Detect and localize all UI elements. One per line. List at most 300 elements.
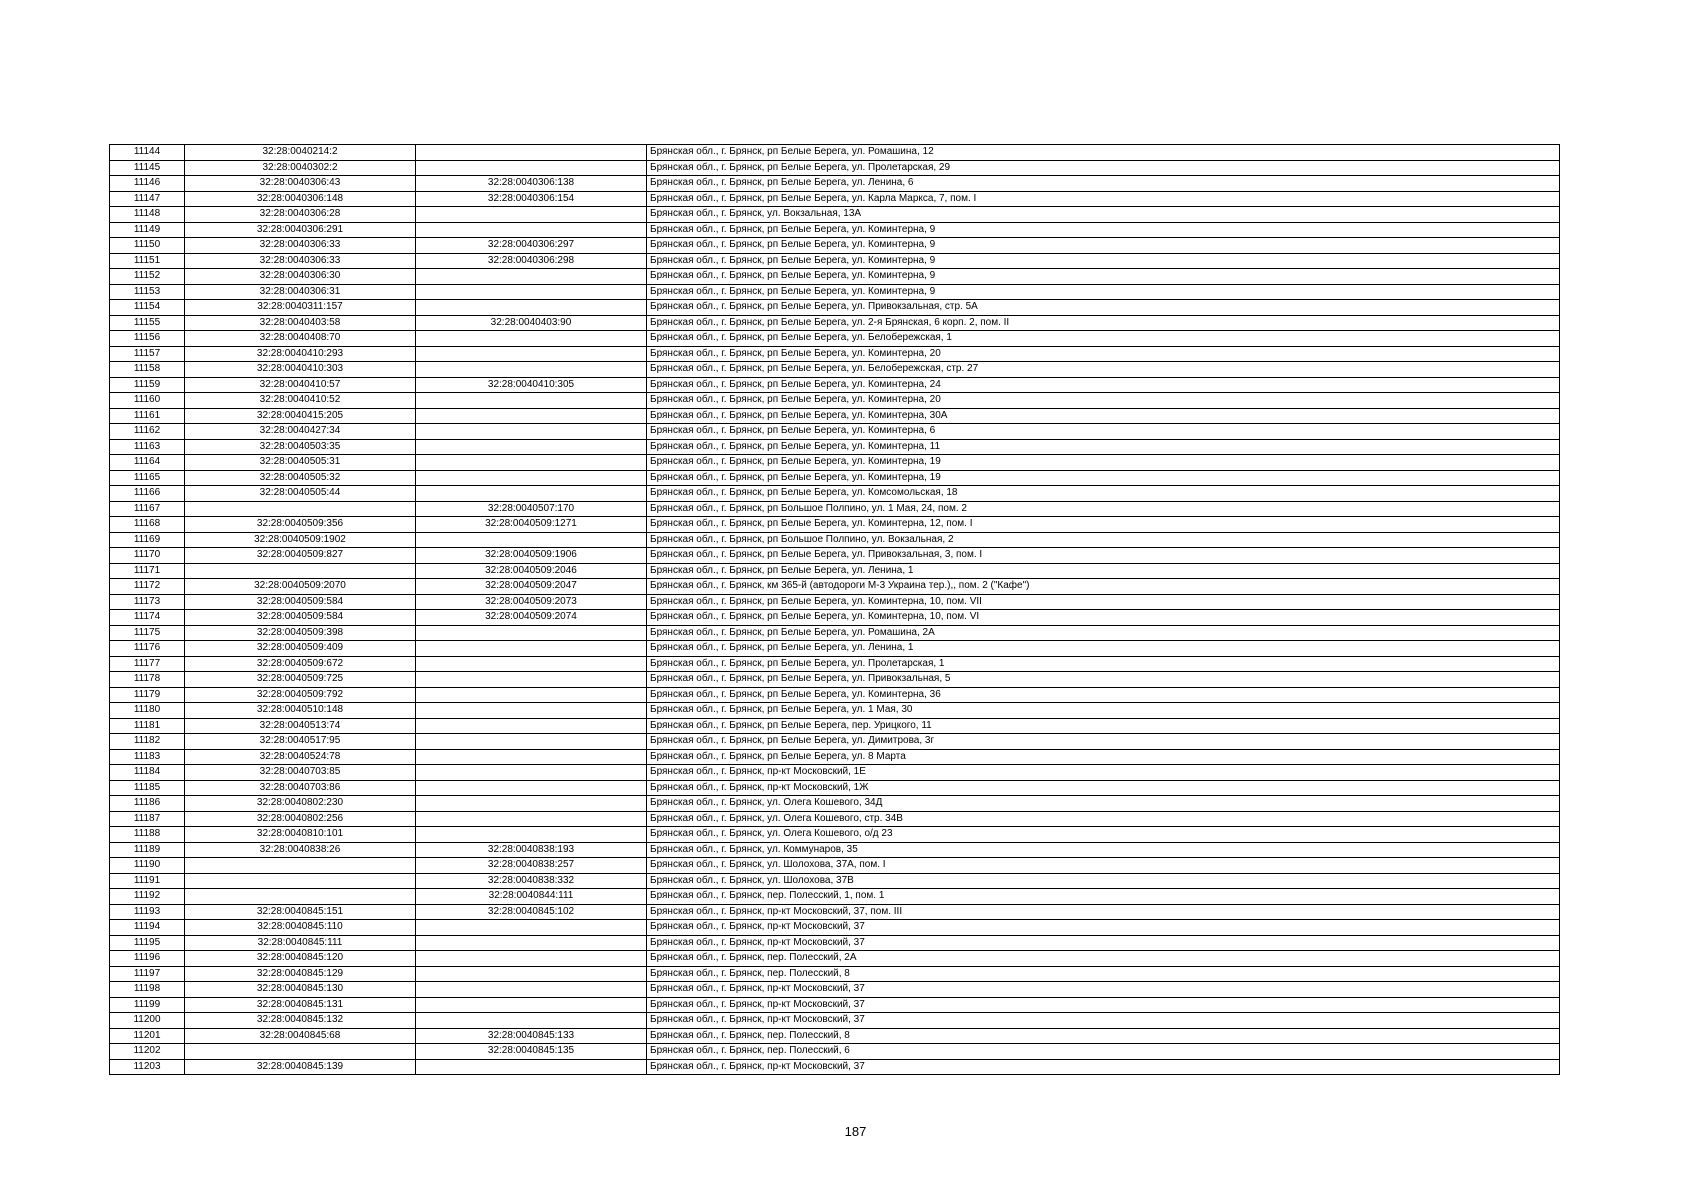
- object-number-cell: [416, 486, 647, 502]
- object-number-cell: [416, 734, 647, 750]
- address-cell: Брянская обл., г. Брянск, рп Белые Берега, ул. Коминтерна, 6: [647, 424, 1560, 440]
- table-row: [110, 486, 1560, 502]
- row-number-cell: 11181: [110, 718, 185, 734]
- table-row: [110, 548, 1560, 564]
- row-number-cell: 11182: [110, 734, 185, 750]
- address-cell: Брянская обл., г. Брянск, пер. Полесский, 2А: [647, 951, 1560, 967]
- address-cell: Брянская обл., г. Брянск, рп Белые Берега, ул. Коминтерна, 20: [647, 393, 1560, 409]
- address-cell: Брянская обл., г. Брянск, рп Белые Берега, ул. 1 Мая, 30: [647, 703, 1560, 719]
- row-number-cell: 11147: [110, 191, 185, 207]
- parcel-number-cell: 32:28:0040509:398: [185, 625, 416, 641]
- table-row: [110, 207, 1560, 223]
- row-number-cell: 11179: [110, 687, 185, 703]
- object-number-cell: 32:28:0040838:193: [416, 842, 647, 858]
- object-number-cell: [416, 284, 647, 300]
- object-number-cell: 32:28:0040509:2046: [416, 563, 647, 579]
- table-row: [110, 191, 1560, 207]
- address-cell: Брянская обл., г. Брянск, пер. Полесский, 1, пом. 1: [647, 889, 1560, 905]
- address-cell: Брянская обл., г. Брянск, пр-кт Московский, 37: [647, 982, 1560, 998]
- table-row: [110, 238, 1560, 254]
- row-number-cell: 11168: [110, 517, 185, 533]
- parcel-number-cell: 32:28:0040306:33: [185, 238, 416, 254]
- row-number-cell: 11188: [110, 827, 185, 843]
- parcel-number-cell: 32:28:0040845:68: [185, 1028, 416, 1044]
- table-row: [110, 703, 1560, 719]
- object-number-cell: [416, 920, 647, 936]
- row-number-cell: 11153: [110, 284, 185, 300]
- table-row: [110, 1028, 1560, 1044]
- object-number-cell: [416, 718, 647, 734]
- object-number-cell: [416, 765, 647, 781]
- parcel-number-cell: 32:28:0040306:33: [185, 253, 416, 269]
- object-number-cell: [416, 532, 647, 548]
- table-row: [110, 362, 1560, 378]
- address-cell: Брянская обл., г. Брянск, рп Большое Полпино, ул. 1 Мая, 24, пом. 2: [647, 501, 1560, 517]
- object-number-cell: 32:28:0040509:2047: [416, 579, 647, 595]
- parcel-number-cell: 32:28:0040509:356: [185, 517, 416, 533]
- object-number-cell: 32:28:0040410:305: [416, 377, 647, 393]
- table-row: [110, 532, 1560, 548]
- object-number-cell: [416, 439, 647, 455]
- object-number-cell: 32:28:0040838:332: [416, 873, 647, 889]
- table-row: [110, 920, 1560, 936]
- address-cell: Брянская обл., г. Брянск, рп Белые Берега, ул. Коминтерна, 10, пом. VI: [647, 610, 1560, 626]
- object-number-cell: [416, 1059, 647, 1075]
- address-cell: Брянская обл., г. Брянск, рп Белые Берега, ул. Коминтерна, 9: [647, 269, 1560, 285]
- object-number-cell: [416, 424, 647, 440]
- parcel-number-cell: 32:28:0040408:70: [185, 331, 416, 347]
- object-number-cell: [416, 780, 647, 796]
- parcel-number-cell: 32:28:0040503:35: [185, 439, 416, 455]
- object-number-cell: [416, 656, 647, 672]
- table-row: [110, 1059, 1560, 1075]
- parcel-number-cell: 32:28:0040509:409: [185, 641, 416, 657]
- row-number-cell: 11191: [110, 873, 185, 889]
- table-row: [110, 935, 1560, 951]
- parcel-number-cell: 32:28:0040306:31: [185, 284, 416, 300]
- parcel-number-cell: [185, 563, 416, 579]
- table-row: [110, 842, 1560, 858]
- address-cell: Брянская обл., г. Брянск, рп Белые Берега, ул. Ленина, 1: [647, 641, 1560, 657]
- object-number-cell: [416, 455, 647, 471]
- object-number-cell: 32:28:0040838:257: [416, 858, 647, 874]
- address-cell: Брянская обл., г. Брянск, рп Белые Берега, ул. 8 Марта: [647, 749, 1560, 765]
- object-number-cell: 32:28:0040403:90: [416, 315, 647, 331]
- row-number-cell: 11174: [110, 610, 185, 626]
- object-number-cell: 32:28:0040844:111: [416, 889, 647, 905]
- object-number-cell: [416, 935, 647, 951]
- row-number-cell: 11171: [110, 563, 185, 579]
- parcel-number-cell: [185, 1044, 416, 1060]
- registry-table: [109, 144, 1560, 1075]
- table-row: [110, 951, 1560, 967]
- object-number-cell: 32:28:0040509:1906: [416, 548, 647, 564]
- row-number-cell: 11165: [110, 470, 185, 486]
- object-number-cell: [416, 269, 647, 285]
- table-row: [110, 160, 1560, 176]
- address-cell: Брянская обл., г. Брянск, рп Большое Полпино, ул. Вокзальная, 2: [647, 532, 1560, 548]
- object-number-cell: [416, 408, 647, 424]
- table-row: [110, 517, 1560, 533]
- table-row: [110, 222, 1560, 238]
- object-number-cell: 32:28:0040507:170: [416, 501, 647, 517]
- parcel-number-cell: 32:28:0040509:672: [185, 656, 416, 672]
- parcel-number-cell: 32:28:0040509:725: [185, 672, 416, 688]
- table-row: [110, 393, 1560, 409]
- table-row: [110, 1044, 1560, 1060]
- row-number-cell: 11173: [110, 594, 185, 610]
- table-row: [110, 811, 1560, 827]
- row-number-cell: 11175: [110, 625, 185, 641]
- object-number-cell: [416, 625, 647, 641]
- address-cell: Брянская обл., г. Брянск, пр-кт Московский, 37: [647, 935, 1560, 951]
- row-number-cell: 11196: [110, 951, 185, 967]
- parcel-number-cell: 32:28:0040505:32: [185, 470, 416, 486]
- object-number-cell: [416, 331, 647, 347]
- object-number-cell: 32:28:0040509:1271: [416, 517, 647, 533]
- parcel-number-cell: 32:28:0040845:110: [185, 920, 416, 936]
- parcel-number-cell: 32:28:0040845:130: [185, 982, 416, 998]
- row-number-cell: 11146: [110, 176, 185, 192]
- row-number-cell: 11193: [110, 904, 185, 920]
- address-cell: Брянская обл., г. Брянск, ул. Олега Кошевого, 34Д: [647, 796, 1560, 812]
- address-cell: Брянская обл., г. Брянск, рп Белые Берега, ул. Димитрова, 3г: [647, 734, 1560, 750]
- row-number-cell: 11177: [110, 656, 185, 672]
- parcel-number-cell: 32:28:0040214:2: [185, 145, 416, 161]
- address-cell: Брянская обл., г. Брянск, ул. Шолохова, 37А, пом. I: [647, 858, 1560, 874]
- object-number-cell: 32:28:0040306:298: [416, 253, 647, 269]
- parcel-number-cell: 32:28:0040802:256: [185, 811, 416, 827]
- table-row: [110, 331, 1560, 347]
- object-number-cell: [416, 641, 647, 657]
- parcel-number-cell: [185, 501, 416, 517]
- address-cell: Брянская обл., г. Брянск, ул. Олега Кошевого, стр. 34В: [647, 811, 1560, 827]
- table-row: [110, 625, 1560, 641]
- page-number: 187: [844, 1124, 867, 1139]
- row-number-cell: 11158: [110, 362, 185, 378]
- parcel-number-cell: 32:28:0040306:291: [185, 222, 416, 238]
- object-number-cell: 32:28:0040306:138: [416, 176, 647, 192]
- row-number-cell: 11164: [110, 455, 185, 471]
- table-row: [110, 176, 1560, 192]
- table-row: [110, 827, 1560, 843]
- address-cell: Брянская обл., г. Брянск, рп Белые Берега, ул. Привокзальная, 3, пом. I: [647, 548, 1560, 564]
- address-cell: Брянская обл., г. Брянск, км 365-й (автодороги М-3 Украина тер.),, пом. 2 ("Кафе"): [647, 579, 1560, 595]
- parcel-number-cell: 32:28:0040845:120: [185, 951, 416, 967]
- table-row: [110, 966, 1560, 982]
- address-cell: Брянская обл., г. Брянск, ул. Коммунаров, 35: [647, 842, 1560, 858]
- object-number-cell: [416, 222, 647, 238]
- row-number-cell: 11167: [110, 501, 185, 517]
- object-number-cell: [416, 966, 647, 982]
- table-row: [110, 1013, 1560, 1029]
- address-cell: Брянская обл., г. Брянск, рп Белые Берега, ул. Коминтерна, 12, пом. I: [647, 517, 1560, 533]
- table-row: [110, 300, 1560, 316]
- address-cell: Брянская обл., г. Брянск, пер. Полесский, 6: [647, 1044, 1560, 1060]
- parcel-number-cell: 32:28:0040802:230: [185, 796, 416, 812]
- table-row: [110, 346, 1560, 362]
- row-number-cell: 11183: [110, 749, 185, 765]
- address-cell: Брянская обл., г. Брянск, рп Белые Берега, ул. 2-я Брянская, 6 корп. 2, пом. II: [647, 315, 1560, 331]
- parcel-number-cell: 32:28:0040509:584: [185, 594, 416, 610]
- row-number-cell: 11159: [110, 377, 185, 393]
- address-cell: Брянская обл., г. Брянск, рп Белые Берега, ул. Коминтерна, 36: [647, 687, 1560, 703]
- object-number-cell: [416, 300, 647, 316]
- object-number-cell: [416, 951, 647, 967]
- parcel-number-cell: 32:28:0040703:86: [185, 780, 416, 796]
- object-number-cell: [416, 393, 647, 409]
- object-number-cell: 32:28:0040306:154: [416, 191, 647, 207]
- address-cell: Брянская обл., г. Брянск, рп Белые Берега, ул. Пролетарская, 29: [647, 160, 1560, 176]
- row-number-cell: 11199: [110, 997, 185, 1013]
- table-row: [110, 424, 1560, 440]
- parcel-number-cell: 32:28:0040306:43: [185, 176, 416, 192]
- row-number-cell: 11192: [110, 889, 185, 905]
- table-row: [110, 765, 1560, 781]
- row-number-cell: 11154: [110, 300, 185, 316]
- row-number-cell: 11203: [110, 1059, 185, 1075]
- table-row: [110, 997, 1560, 1013]
- row-number-cell: 11186: [110, 796, 185, 812]
- row-number-cell: 11161: [110, 408, 185, 424]
- address-cell: Брянская обл., г. Брянск, рп Белые Берега, ул. Привокзальная, 5: [647, 672, 1560, 688]
- row-number-cell: 11145: [110, 160, 185, 176]
- row-number-cell: 11202: [110, 1044, 185, 1060]
- table-row: [110, 284, 1560, 300]
- row-number-cell: 11180: [110, 703, 185, 719]
- row-number-cell: 11197: [110, 966, 185, 982]
- row-number-cell: 11187: [110, 811, 185, 827]
- parcel-number-cell: 32:28:0040509:1902: [185, 532, 416, 548]
- address-cell: Брянская обл., г. Брянск, пр-кт Московский, 37: [647, 920, 1560, 936]
- row-number-cell: 11194: [110, 920, 185, 936]
- table-row: [110, 734, 1560, 750]
- parcel-number-cell: 32:28:0040306:30: [185, 269, 416, 285]
- object-number-cell: [416, 703, 647, 719]
- parcel-number-cell: 32:28:0040517:95: [185, 734, 416, 750]
- parcel-number-cell: 32:28:0040524:78: [185, 749, 416, 765]
- table-row: [110, 610, 1560, 626]
- parcel-number-cell: 32:28:0040306:148: [185, 191, 416, 207]
- address-cell: Брянская обл., г. Брянск, рп Белые Берега, ул. Коминтерна, 19: [647, 470, 1560, 486]
- object-number-cell: 32:28:0040845:135: [416, 1044, 647, 1060]
- parcel-number-cell: 32:28:0040509:584: [185, 610, 416, 626]
- parcel-number-cell: 32:28:0040509:827: [185, 548, 416, 564]
- row-number-cell: 11149: [110, 222, 185, 238]
- address-cell: Брянская обл., г. Брянск, рп Белые Берега, ул. Ромашина, 2А: [647, 625, 1560, 641]
- object-number-cell: [416, 160, 647, 176]
- address-cell: Брянская обл., г. Брянск, ул. Олега Кошевого, о/д 23: [647, 827, 1560, 843]
- object-number-cell: 32:28:0040509:2073: [416, 594, 647, 610]
- parcel-number-cell: 32:28:0040306:28: [185, 207, 416, 223]
- table-row: [110, 501, 1560, 517]
- row-number-cell: 11176: [110, 641, 185, 657]
- row-number-cell: 11198: [110, 982, 185, 998]
- object-number-cell: [416, 997, 647, 1013]
- address-cell: Брянская обл., г. Брянск, пр-кт Московский, 37: [647, 1059, 1560, 1075]
- object-number-cell: [416, 796, 647, 812]
- address-cell: Брянская обл., г. Брянск, ул. Вокзальная, 13А: [647, 207, 1560, 223]
- table-row: [110, 579, 1560, 595]
- row-number-cell: 11155: [110, 315, 185, 331]
- table-row: [110, 563, 1560, 579]
- row-number-cell: 11200: [110, 1013, 185, 1029]
- address-cell: Брянская обл., г. Брянск, рп Белые Берега, ул. Белобережская, стр. 27: [647, 362, 1560, 378]
- object-number-cell: 32:28:0040845:102: [416, 904, 647, 920]
- row-number-cell: 11184: [110, 765, 185, 781]
- parcel-number-cell: 32:28:0040505:31: [185, 455, 416, 471]
- address-cell: Брянская обл., г. Брянск, рп Белые Берега, ул. Комсомольская, 18: [647, 486, 1560, 502]
- address-cell: Брянская обл., г. Брянск, рп Белые Берега, ул. Привокзальная, стр. 5А: [647, 300, 1560, 316]
- address-cell: Брянская обл., г. Брянск, пер. Полесский, 8: [647, 1028, 1560, 1044]
- address-cell: Брянская обл., г. Брянск, пр-кт Московский, 1Ж: [647, 780, 1560, 796]
- table-row: [110, 594, 1560, 610]
- address-cell: Брянская обл., г. Брянск, рп Белые Берега, ул. Коминтерна, 9: [647, 284, 1560, 300]
- table-row: [110, 982, 1560, 998]
- parcel-number-cell: 32:28:0040845:139: [185, 1059, 416, 1075]
- row-number-cell: 11190: [110, 858, 185, 874]
- table-row: [110, 455, 1560, 471]
- address-cell: Брянская обл., г. Брянск, рп Белые Берега, ул. Коминтерна, 11: [647, 439, 1560, 455]
- object-number-cell: [416, 672, 647, 688]
- parcel-number-cell: 32:28:0040845:129: [185, 966, 416, 982]
- table-row: [110, 904, 1560, 920]
- parcel-number-cell: 32:28:0040302:2: [185, 160, 416, 176]
- parcel-number-cell: [185, 858, 416, 874]
- row-number-cell: 11169: [110, 532, 185, 548]
- object-number-cell: [416, 982, 647, 998]
- parcel-number-cell: 32:28:0040410:52: [185, 393, 416, 409]
- parcel-number-cell: 32:28:0040311:157: [185, 300, 416, 316]
- table-row: [110, 672, 1560, 688]
- table-row: [110, 641, 1560, 657]
- parcel-number-cell: 32:28:0040845:151: [185, 904, 416, 920]
- parcel-number-cell: 32:28:0040505:44: [185, 486, 416, 502]
- row-number-cell: 11152: [110, 269, 185, 285]
- address-cell: Брянская обл., г. Брянск, рп Белые Берега, ул. Коминтерна, 20: [647, 346, 1560, 362]
- address-cell: Брянская обл., г. Брянск, рп Белые Берега, ул. Коминтерна, 9: [647, 238, 1560, 254]
- row-number-cell: 11144: [110, 145, 185, 161]
- parcel-number-cell: 32:28:0040510:148: [185, 703, 416, 719]
- parcel-number-cell: [185, 889, 416, 905]
- address-cell: Брянская обл., г. Брянск, рп Белые Берега, ул. Коминтерна, 30А: [647, 408, 1560, 424]
- parcel-number-cell: 32:28:0040410:303: [185, 362, 416, 378]
- table-row: [110, 873, 1560, 889]
- table-row: [110, 470, 1560, 486]
- object-number-cell: [416, 470, 647, 486]
- object-number-cell: 32:28:0040509:2074: [416, 610, 647, 626]
- object-number-cell: [416, 346, 647, 362]
- address-cell: Брянская обл., г. Брянск, рп Белые Берега, ул. Ленина, 6: [647, 176, 1560, 192]
- table-row: [110, 253, 1560, 269]
- row-number-cell: 11150: [110, 238, 185, 254]
- parcel-number-cell: 32:28:0040703:85: [185, 765, 416, 781]
- address-cell: Брянская обл., г. Брянск, рп Белые Берега, ул. Коминтерна, 9: [647, 253, 1560, 269]
- row-number-cell: 11195: [110, 935, 185, 951]
- object-number-cell: [416, 811, 647, 827]
- row-number-cell: 11172: [110, 579, 185, 595]
- address-cell: Брянская обл., г. Брянск, пр-кт Московский, 37: [647, 1013, 1560, 1029]
- address-cell: Брянская обл., г. Брянск, рп Белые Берега, пер. Урицкого, 11: [647, 718, 1560, 734]
- table-row: [110, 145, 1560, 161]
- parcel-number-cell: 32:28:0040427:34: [185, 424, 416, 440]
- object-number-cell: [416, 362, 647, 378]
- table-row: [110, 749, 1560, 765]
- table-row: [110, 780, 1560, 796]
- address-cell: Брянская обл., г. Брянск, рп Белые Берега, ул. Пролетарская, 1: [647, 656, 1560, 672]
- parcel-number-cell: 32:28:0040513:74: [185, 718, 416, 734]
- table-row: [110, 656, 1560, 672]
- table-row: [110, 796, 1560, 812]
- row-number-cell: 11148: [110, 207, 185, 223]
- address-cell: Брянская обл., г. Брянск, рп Белые Берега, ул. Коминтерна, 19: [647, 455, 1560, 471]
- parcel-number-cell: 32:28:0040845:132: [185, 1013, 416, 1029]
- row-number-cell: 11160: [110, 393, 185, 409]
- address-cell: Брянская обл., г. Брянск, рп Белые Берега, ул. Ленина, 1: [647, 563, 1560, 579]
- table-row: [110, 858, 1560, 874]
- table-row: [110, 408, 1560, 424]
- row-number-cell: 11163: [110, 439, 185, 455]
- parcel-number-cell: 32:28:0040410:293: [185, 346, 416, 362]
- parcel-number-cell: 32:28:0040810:101: [185, 827, 416, 843]
- table-row: [110, 377, 1560, 393]
- object-number-cell: [416, 687, 647, 703]
- address-cell: Брянская обл., г. Брянск, рп Белые Берега, ул. Ромашина, 12: [647, 145, 1560, 161]
- row-number-cell: 11170: [110, 548, 185, 564]
- table-row: [110, 718, 1560, 734]
- address-cell: Брянская обл., г. Брянск, рп Белые Берега, ул. Коминтерна, 9: [647, 222, 1560, 238]
- row-number-cell: 11201: [110, 1028, 185, 1044]
- table-row: [110, 889, 1560, 905]
- registry-table-body: [110, 145, 1560, 1075]
- table-row: [110, 439, 1560, 455]
- address-cell: Брянская обл., г. Брянск, рп Белые Берега, ул. Белобережская, 1: [647, 331, 1560, 347]
- table-row: [110, 315, 1560, 331]
- row-number-cell: 11185: [110, 780, 185, 796]
- address-cell: Брянская обл., г. Брянск, рп Белые Берега, ул. Коминтерна, 24: [647, 377, 1560, 393]
- parcel-number-cell: 32:28:0040415:205: [185, 408, 416, 424]
- row-number-cell: 11166: [110, 486, 185, 502]
- object-number-cell: [416, 145, 647, 161]
- address-cell: Брянская обл., г. Брянск, пер. Полесский, 8: [647, 966, 1560, 982]
- address-cell: Брянская обл., г. Брянск, пр-кт Московский, 37: [647, 997, 1560, 1013]
- parcel-number-cell: [185, 873, 416, 889]
- row-number-cell: 11157: [110, 346, 185, 362]
- parcel-number-cell: 32:28:0040410:57: [185, 377, 416, 393]
- address-cell: Брянская обл., г. Брянск, рп Белые Берега, ул. Карла Маркса, 7, пом. I: [647, 191, 1560, 207]
- address-cell: Брянская обл., г. Брянск, пр-кт Московский, 1Е: [647, 765, 1560, 781]
- parcel-number-cell: 32:28:0040403:58: [185, 315, 416, 331]
- object-number-cell: 32:28:0040306:297: [416, 238, 647, 254]
- address-cell: Брянская обл., г. Брянск, ул. Шолохова, 37В: [647, 873, 1560, 889]
- table-row: [110, 269, 1560, 285]
- row-number-cell: 11178: [110, 672, 185, 688]
- parcel-number-cell: 32:28:0040509:2070: [185, 579, 416, 595]
- parcel-number-cell: 32:28:0040845:131: [185, 997, 416, 1013]
- table-row: [110, 687, 1560, 703]
- parcel-number-cell: 32:28:0040509:792: [185, 687, 416, 703]
- parcel-number-cell: 32:28:0040845:111: [185, 935, 416, 951]
- row-number-cell: 11189: [110, 842, 185, 858]
- row-number-cell: 11156: [110, 331, 185, 347]
- row-number-cell: 11162: [110, 424, 185, 440]
- row-number-cell: 11151: [110, 253, 185, 269]
- object-number-cell: [416, 1013, 647, 1029]
- object-number-cell: [416, 827, 647, 843]
- object-number-cell: [416, 749, 647, 765]
- address-cell: Брянская обл., г. Брянск, рп Белые Берега, ул. Коминтерна, 10, пом. VII: [647, 594, 1560, 610]
- object-number-cell: 32:28:0040845:133: [416, 1028, 647, 1044]
